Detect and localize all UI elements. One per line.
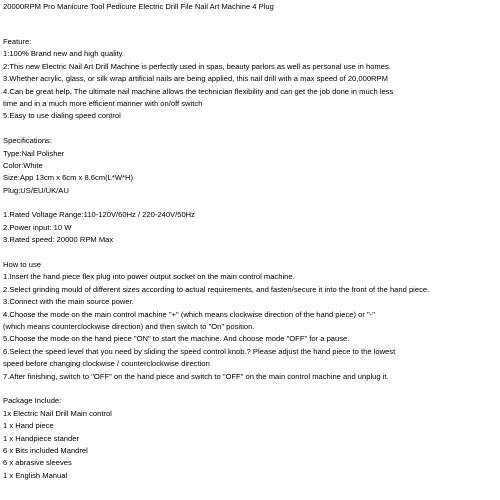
how-to-use-step: 3.Connect with the main source power. bbox=[3, 297, 134, 307]
feature-item: time and in a much more efficient manner with on/off switch bbox=[3, 98, 203, 108]
feature-heading: Feature: bbox=[3, 37, 32, 46]
how-to-use-step: 7.After finishing, switch to "OFF" on the hand piece and switch to "OFF" on the main control machine and unplug it. bbox=[3, 371, 389, 381]
rating-item: 3.Rated speed: 20000 RPM Max bbox=[3, 235, 114, 245]
spec-item: Size:App 13cm x 6cm x 8.6cm(L*W*H) bbox=[3, 173, 133, 183]
how-to-use-step: speed before changing clockwise / counterclockwise direction bbox=[3, 359, 210, 369]
how-to-use-step: 1.Insert the hand piece flex plug into power output socket on the main control machine. bbox=[3, 272, 295, 282]
how-to-use-step: 4.Choose the mode on the main control machine "+" (which means clockwise direction of the hand piece) or "-" bbox=[3, 309, 375, 319]
feature-item: 4.Can be great help. The ultimate nail machine allows the technician flexibility and can get the job done in much less bbox=[3, 86, 394, 96]
package-heading: Package Include: bbox=[3, 396, 62, 406]
package-item: 6 x Bits included Mandrel bbox=[3, 445, 88, 455]
section-spacer bbox=[3, 383, 498, 395]
how-to-use-step: 2.Select grinding mould of different sizes according to actual requirements, and fasten/secure it into the front of the hand piece. bbox=[3, 284, 430, 294]
package-item: 1 x Hand piece bbox=[3, 421, 54, 431]
how-to-use-heading: How to use bbox=[3, 260, 41, 270]
how-to-use-step: 5.Choose the mode on the hand piece "ON" to start the machine. And choose mode "OFF" for a pause. bbox=[3, 334, 350, 344]
package-item: 1x Electric Nail Drill Main control bbox=[3, 408, 112, 418]
spec-item: Color:White bbox=[3, 160, 43, 170]
section-spacer bbox=[3, 247, 498, 259]
how-to-use-step: (which means counterclockwise direction) and then switch to "On" position. bbox=[3, 321, 255, 331]
section-spacer bbox=[3, 197, 498, 209]
feature-item: 2:This new Electric Nail Art Drill Machine is perfectly used in spas, beauty parlors as well as personal use in homes. bbox=[3, 61, 391, 71]
feature-item: 1:100% Brand new and high quality. bbox=[3, 49, 125, 59]
specifications-heading: Specifications: bbox=[3, 136, 52, 146]
package-item: 1 x Handpiece stander bbox=[3, 433, 79, 443]
product-title: 20000RPM Pro Manicure Tool Pedicure Electric Drill File Nail Art Machine 4 Plug bbox=[3, 2, 274, 11]
spec-item: Type:Nail Polisher bbox=[3, 148, 65, 158]
rating-item: 1.Rated Voltage Range:110-120V/60Hz / 220-240V/50Hz bbox=[3, 210, 195, 220]
package-item: 6 x abrasive sleeves bbox=[3, 458, 72, 468]
rating-item: 2.Power input: 10 W bbox=[3, 222, 72, 232]
section-spacer bbox=[3, 123, 498, 135]
package-item: 1 x English Manual bbox=[3, 470, 68, 480]
feature-item: 5.Easy to use dialing speed control bbox=[3, 111, 121, 121]
how-to-use-step: 6.Select the speed level that you need by sliding the speed control knob.? Please adjust the hand piece to the lowest bbox=[3, 346, 396, 356]
product-description bbox=[3, 36, 498, 482]
spec-item: Plug:US/EU/UK/AU bbox=[3, 185, 69, 195]
feature-item: 3.Whether acrylic, glass, or silk wrap artificial nails are being applied, this nail drill with a max speed of 20,000RPM bbox=[3, 74, 388, 84]
